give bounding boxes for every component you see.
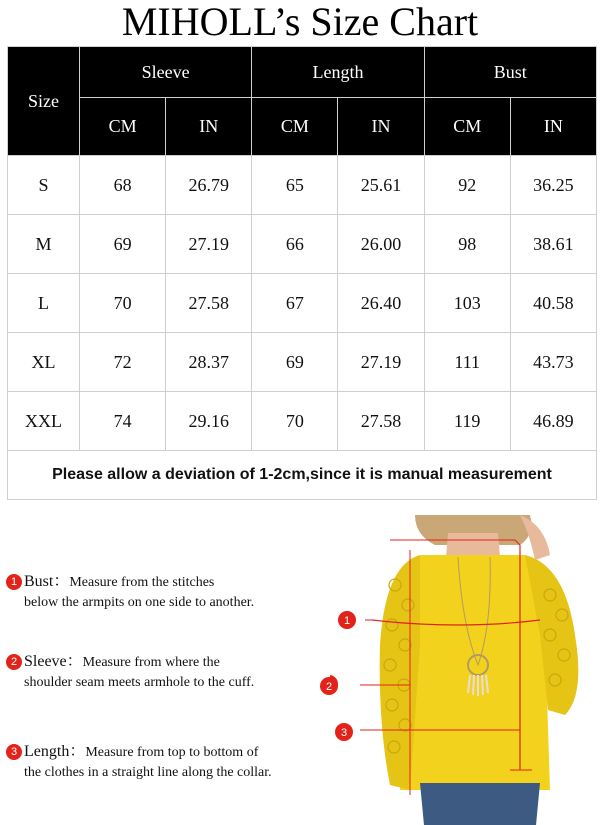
unit-header: CM bbox=[424, 98, 510, 156]
size-cell: S bbox=[8, 156, 80, 215]
deviation-note: Please allow a deviation of 1-2cm,since it is manual measurement bbox=[8, 451, 597, 500]
length-instruction bbox=[6, 742, 336, 783]
group-header-sleeve: Sleeve bbox=[80, 47, 252, 98]
value-cell: 70 bbox=[80, 274, 166, 333]
value-cell: 67 bbox=[252, 274, 338, 333]
size-header: Size bbox=[8, 47, 80, 156]
bust-text-line2: below the armpits on one side to another. bbox=[24, 595, 255, 610]
length-text-line1: Measure from top to bottom of bbox=[85, 745, 259, 760]
value-cell: 43.73 bbox=[510, 333, 596, 392]
size-cell: M bbox=[8, 215, 80, 274]
bust-instruction bbox=[6, 572, 336, 613]
value-cell: 68 bbox=[80, 156, 166, 215]
value-cell: 38.61 bbox=[510, 215, 596, 274]
value-cell: 27.19 bbox=[338, 333, 424, 392]
unit-header: CM bbox=[80, 98, 166, 156]
value-cell: 27.19 bbox=[166, 215, 252, 274]
jeans-shape bbox=[420, 783, 540, 825]
unit-header: IN bbox=[338, 98, 424, 156]
value-cell: 69 bbox=[80, 215, 166, 274]
value-cell: 27.58 bbox=[338, 392, 424, 451]
value-cell: 26.00 bbox=[338, 215, 424, 274]
table-row bbox=[8, 333, 597, 392]
group-header-length: Length bbox=[252, 47, 424, 98]
photo-marker-2-label: 2 bbox=[325, 681, 333, 693]
length-text-line2: the clothes in a straight line along the collar. bbox=[24, 765, 272, 780]
value-cell: 98 bbox=[424, 215, 510, 274]
value-cell: 111 bbox=[424, 333, 510, 392]
bust-text-line1: Measure from the stitches bbox=[69, 575, 215, 590]
value-cell: 72 bbox=[80, 333, 166, 392]
value-cell: 25.61 bbox=[338, 156, 424, 215]
value-cell: 70 bbox=[252, 392, 338, 451]
size-cell: XL bbox=[8, 333, 80, 392]
value-cell: 66 bbox=[252, 215, 338, 274]
page-title: MIHOLL’s Size Chart bbox=[121, 0, 479, 44]
photo-marker-1-label: 1 bbox=[343, 615, 351, 627]
model-photo bbox=[360, 515, 600, 825]
unit-header: CM bbox=[252, 98, 338, 156]
value-cell: 69 bbox=[252, 333, 338, 392]
size-cell: L bbox=[8, 274, 80, 333]
sleeve-instruction bbox=[6, 652, 336, 693]
unit-header: IN bbox=[510, 98, 596, 156]
marker-2-icon: 2 bbox=[6, 654, 22, 670]
value-cell: 74 bbox=[80, 392, 166, 451]
value-cell: 92 bbox=[424, 156, 510, 215]
value-cell: 26.79 bbox=[166, 156, 252, 215]
shirt-body-shape bbox=[400, 555, 550, 790]
group-header-bust: Bust bbox=[424, 47, 596, 98]
sleeve-text-line1: Measure from where the bbox=[82, 655, 220, 670]
photo-marker-2 bbox=[318, 675, 340, 697]
value-cell: 46.89 bbox=[510, 392, 596, 451]
sleeve-text-line2: shoulder seam meets armhole to the cuff. bbox=[24, 675, 255, 690]
value-cell: 40.58 bbox=[510, 274, 596, 333]
header-row-groups bbox=[8, 47, 597, 98]
sleeve-label: Sleeve： bbox=[24, 653, 83, 670]
value-cell: 36.25 bbox=[510, 156, 596, 215]
neck-shape bbox=[446, 533, 500, 557]
value-cell: 119 bbox=[424, 392, 510, 451]
table-row bbox=[8, 156, 597, 215]
value-cell: 103 bbox=[424, 274, 510, 333]
marker-3-icon: 3 bbox=[6, 744, 22, 760]
length-label: Length： bbox=[24, 743, 86, 760]
unit-header: IN bbox=[166, 98, 252, 156]
marker-1-icon: 1 bbox=[6, 574, 22, 590]
value-cell: 65 bbox=[252, 156, 338, 215]
table-row bbox=[8, 392, 597, 451]
value-cell: 28.37 bbox=[166, 333, 252, 392]
value-cell: 26.40 bbox=[338, 274, 424, 333]
table-row bbox=[8, 274, 597, 333]
value-cell: 29.16 bbox=[166, 392, 252, 451]
header-row-units bbox=[8, 98, 597, 156]
photo-marker-3-label: 3 bbox=[340, 727, 348, 739]
table-row bbox=[8, 215, 597, 274]
size-chart-table bbox=[7, 46, 597, 500]
note-row bbox=[8, 451, 597, 500]
bust-label: Bust： bbox=[24, 573, 70, 590]
size-cell: XXL bbox=[8, 392, 80, 451]
value-cell: 27.58 bbox=[166, 274, 252, 333]
